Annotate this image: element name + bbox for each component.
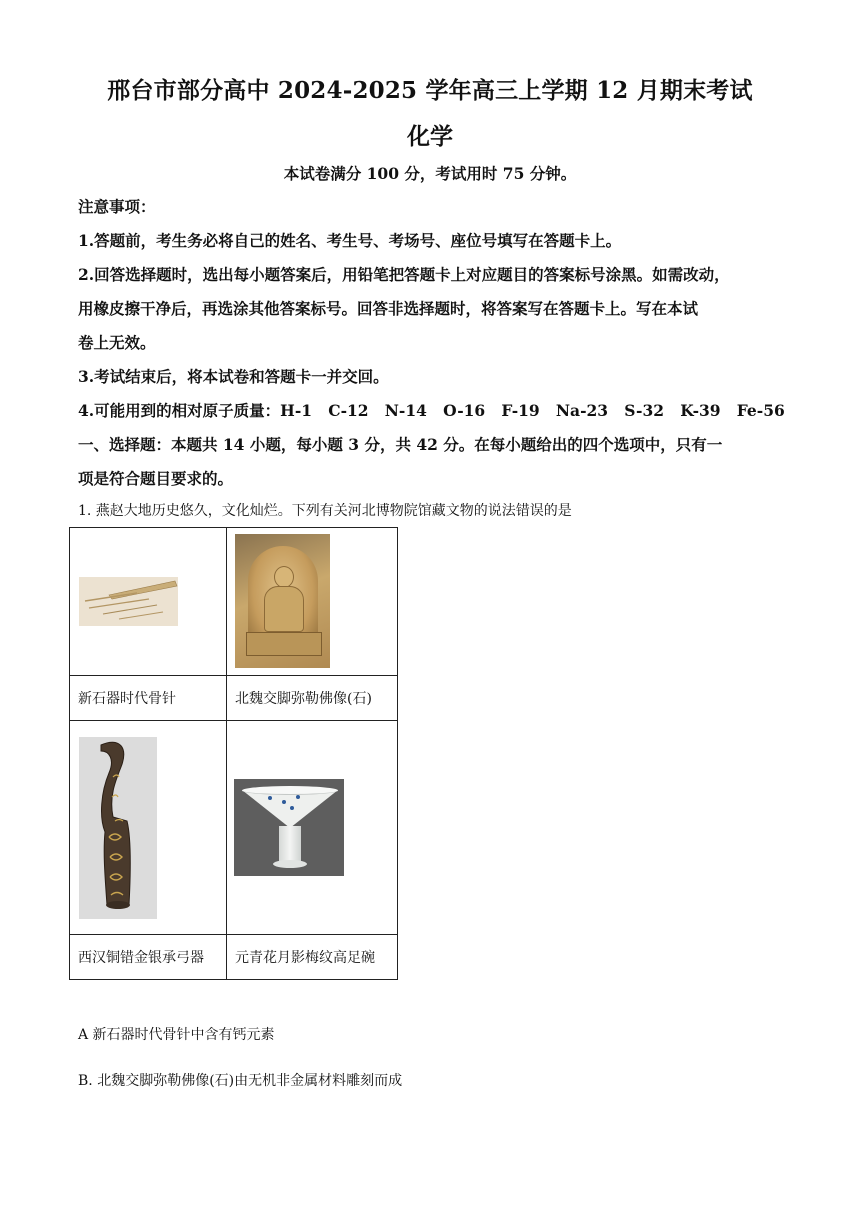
note-item-1: 1.答题前，考生务必将自己的姓名、考生号、考场号、座位号填写在答题卡上。: [78, 231, 622, 250]
artifact-caption: 元青花月影梅纹高足碗: [227, 935, 398, 980]
note-item-2-line-2: 用橡皮擦干净后，再选涂其他答案标号。回答非选择题时，将答案写在答题卡上。写在本试: [78, 299, 699, 318]
bowl-foot: [273, 860, 307, 868]
exam-info: 本试卷满分 100 分，考试用时 75 分钟。: [283, 164, 577, 183]
bowl-pattern: [290, 806, 294, 810]
notes-heading: 注意事项：: [78, 197, 156, 216]
subject-title: 化学: [407, 123, 453, 150]
buddha-base: [246, 632, 322, 656]
option-a: A 新石器时代骨针中含有钙元素: [78, 1027, 275, 1043]
artifact-caption: 新石器时代骨针: [70, 676, 227, 721]
note-item-4: 4.可能用到的相对原子质量：H-1 C-12 N-14 O-16 F-19 Na-23 S-32 K-39 Fe-56: [78, 401, 785, 420]
question-1-stem: 1. 燕赵大地历史悠久，文化灿烂。下列有关河北博物院馆藏文物的说法错误的是: [78, 503, 572, 519]
artifact-caption: 西汉铜错金银承弓器: [70, 935, 227, 980]
bowl-pattern: [268, 796, 272, 800]
section-heading-line-2: 项是符合题目要求的。: [78, 469, 234, 488]
bowl-stem: [279, 826, 301, 864]
bone-needle-image: [79, 577, 178, 626]
bronze-bow-holder-image: [79, 737, 157, 919]
bow-holder-icon: [79, 737, 157, 919]
note-item-2-line-1: 2.回答选择题时，选出每小题答案后，用铅笔把答题卡上对应题目的答案标号涂黑。如需改动，: [78, 265, 730, 284]
bowl-rim: [242, 786, 338, 795]
bone-needle-icon: [79, 577, 178, 626]
section-heading-line-1: 一、选择题：本题共 14 小题，每小题 3 分，共 42 分。在每小题给出的四个选项中，只有一: [78, 435, 723, 454]
option-b: B. 北魏交脚弥勒佛像(石)由无机非金属材料雕刻而成: [78, 1073, 403, 1089]
bowl-pattern: [282, 800, 286, 804]
buddha-head: [274, 566, 294, 588]
artifact-caption: 北魏交脚弥勒佛像(石): [227, 676, 398, 721]
note-item-3: 3.考试结束后，将本试卷和答题卡一并交回。: [78, 367, 389, 386]
bowl-pattern: [296, 795, 300, 799]
buddha-body: [264, 586, 304, 632]
note-item-2-line-3: 卷上无效。: [78, 333, 156, 352]
exam-title: 邢台市部分高中 2024-2025 学年高三上学期 12 月期末考试: [107, 77, 753, 104]
